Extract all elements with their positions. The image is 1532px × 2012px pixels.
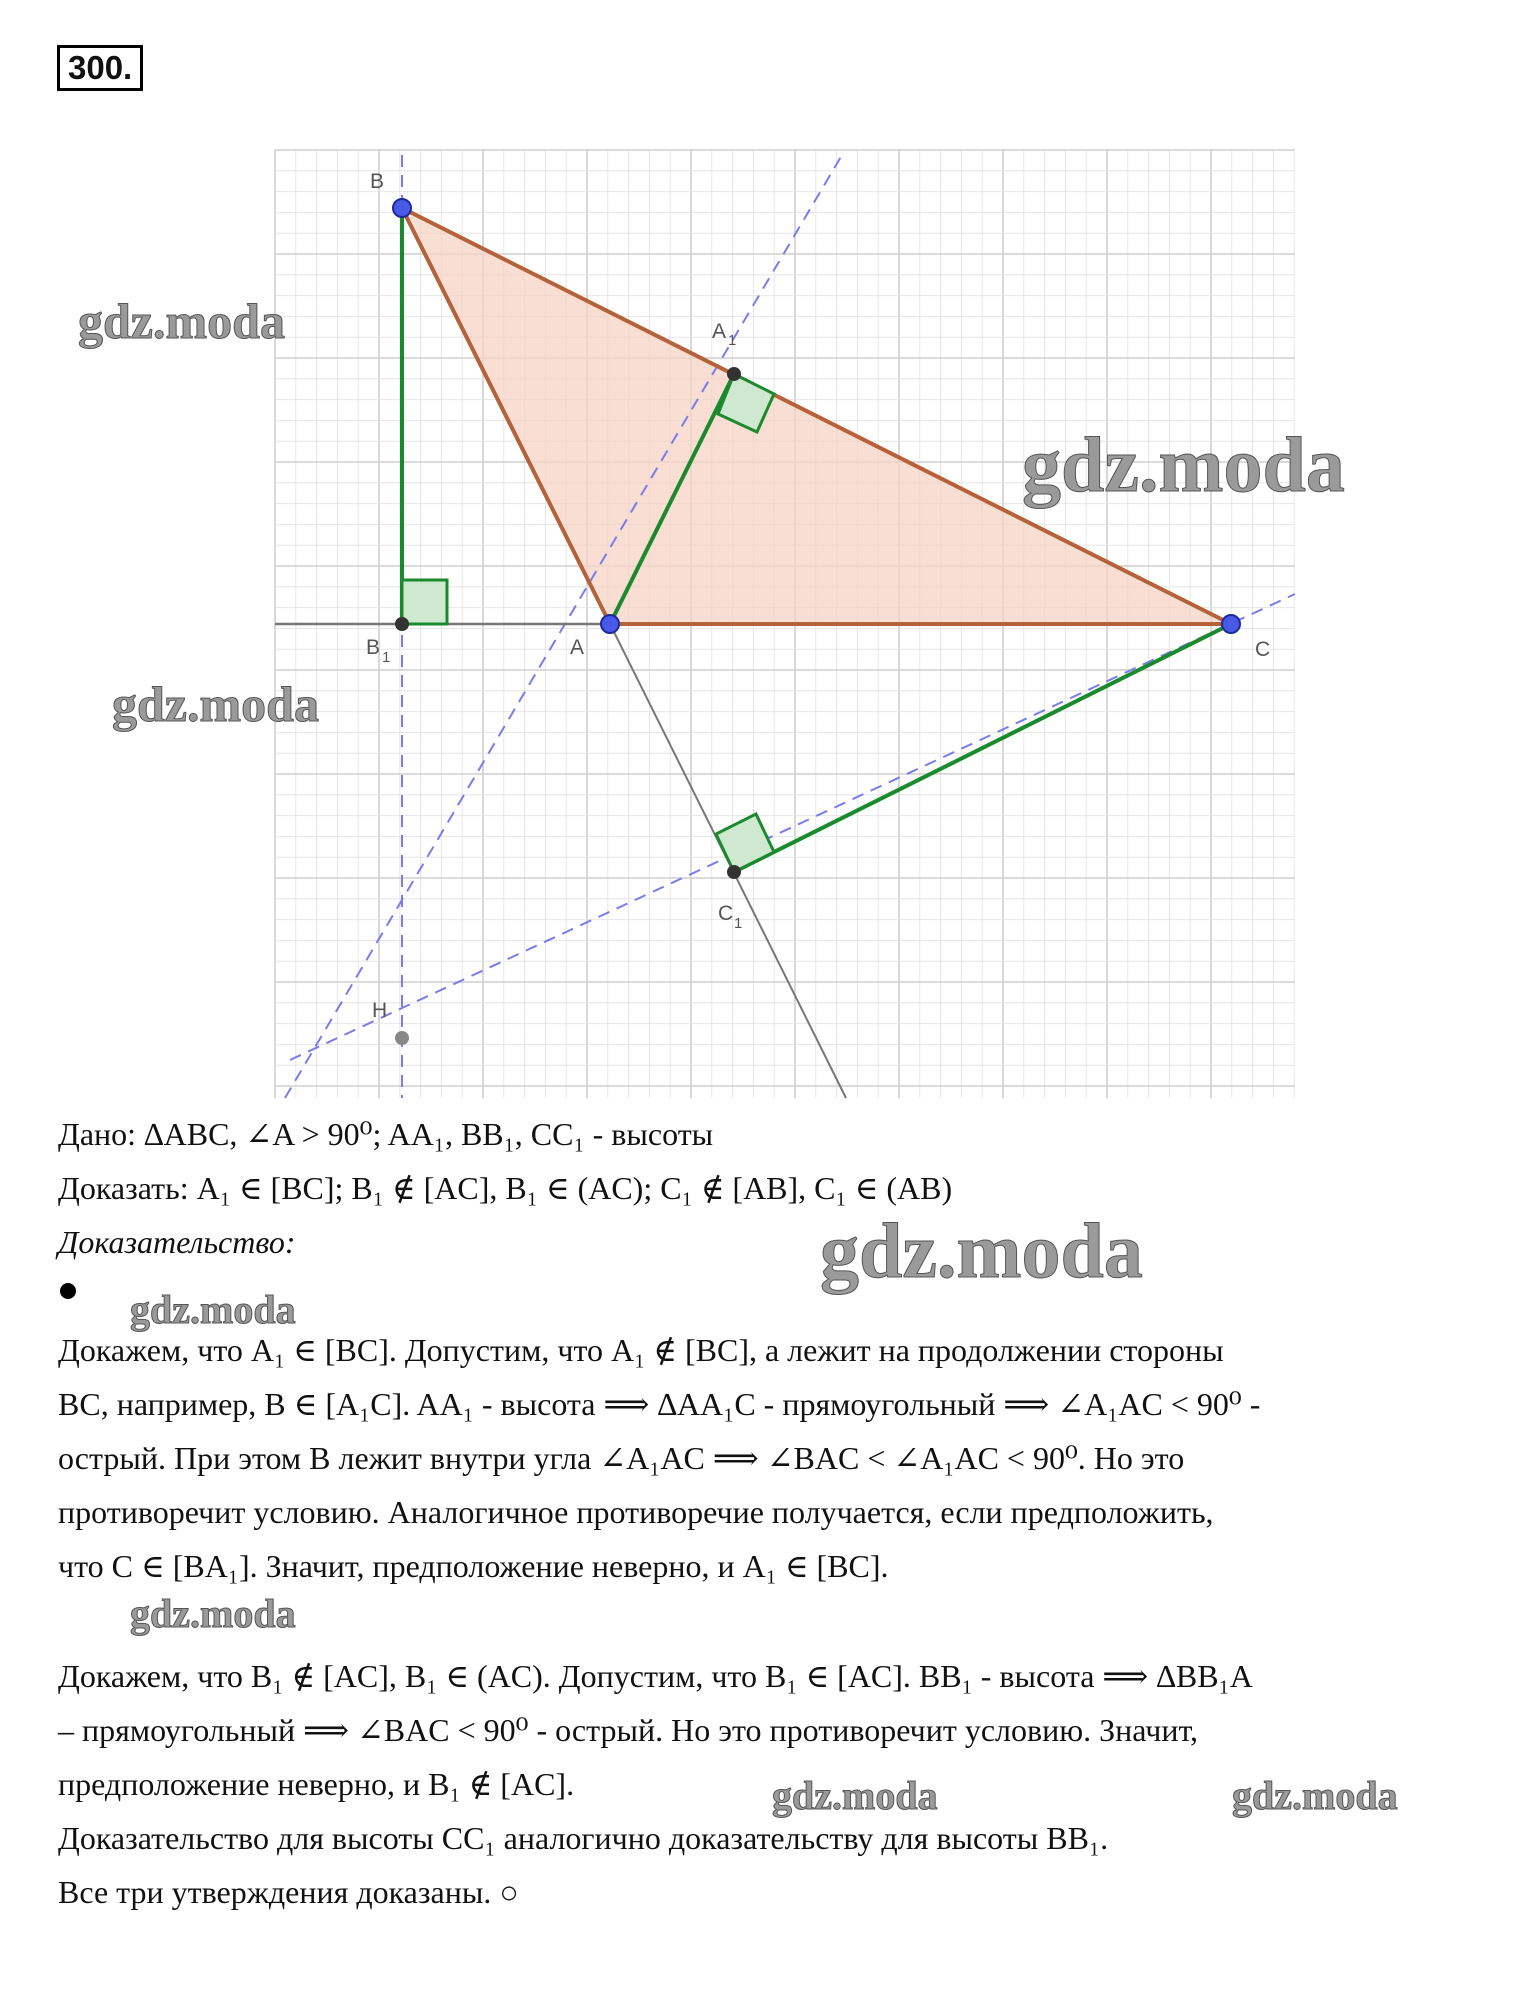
point-b	[393, 199, 411, 217]
label-c1: C	[718, 902, 734, 925]
right-angle-b1	[402, 580, 447, 624]
bullet	[60, 1283, 76, 1299]
label-b1: B	[366, 636, 381, 659]
label-h: H	[372, 999, 388, 1022]
point-h	[395, 1031, 409, 1045]
point-a1	[727, 367, 741, 381]
proof-text-line: BC, например, B ∈ [A₁C]. AA₁ - высота ⟹ ∆AA₁C - прямоугольный ⟹ ∠A₁AC < 90⁰ -	[58, 1386, 1261, 1422]
proof-conclusion: Все три утверждения доказаны. ○	[58, 1874, 519, 1910]
watermark: gdz.moda	[1232, 1773, 1398, 1818]
given-line: Дано: ∆ABC, ∠A > 90⁰; AA₁, BB₁, CC₁ - высоты	[58, 1116, 714, 1152]
label-c: C	[1255, 638, 1271, 661]
right-angle-c1	[716, 814, 774, 872]
point-c	[1222, 615, 1240, 633]
watermark: gdz.moda	[130, 1591, 296, 1636]
point-b1	[395, 617, 409, 631]
proof-text-line: – прямоугольный ⟹ ∠BAC < 90⁰ - острый. Но это противоречит условию. Значит,	[58, 1712, 1199, 1748]
label-c1-subscript: 1	[734, 915, 743, 932]
label-a1-subscript: 1	[728, 332, 737, 349]
point-c1	[727, 865, 741, 879]
proof-text-line: Докажем, что B₁ ∉ [AC], B₁ ∈ (AC). Допустим, что B₁ ∈ [AC]. BB₁ - высота ⟹ ∆BB₁A	[58, 1658, 1253, 1694]
watermark: gdz.moda	[78, 293, 285, 349]
proof-text-line: что C ∈ [BA₁]. Значит, предположение неверно, и A₁ ∈ [BC].	[58, 1548, 889, 1584]
label-b1-subscript: 1	[382, 649, 391, 666]
label-a1: A	[712, 320, 727, 343]
proof-text-line: противоречит условию. Аналогичное противоречие получается, если предположить,	[58, 1494, 1214, 1530]
watermark: gdz.moda	[130, 1287, 296, 1332]
proof-text-line: Докажем, что A₁ ∈ [BC]. Допустим, что A₁ ∉ [BC], а лежит на продолжении стороны	[58, 1332, 1224, 1368]
proof-text-line: предположение неверно, и B₁ ∉ [AC].	[58, 1766, 575, 1802]
proof-heading: Доказательство:	[58, 1224, 296, 1260]
proof-text-line: Доказательство для высоты CC₁ аналогично доказательству для высоты BB₁.	[58, 1820, 1109, 1856]
watermark: gdz.moda	[772, 1773, 938, 1818]
watermark: gdz.moda	[820, 1207, 1143, 1294]
proof-text-line: острый. При этом B лежит внутри угла ∠A₁AC ⟹ ∠BAC < ∠A₁AC < 90⁰. Но это	[58, 1440, 1185, 1476]
point-a	[601, 615, 619, 633]
watermark: gdz.moda	[112, 676, 319, 732]
label-b: B	[370, 170, 385, 193]
problem-number: 300.	[57, 45, 143, 91]
prove-line: Доказать: A₁ ∈ [BC]; B₁ ∉ [AC], B₁ ∈ (AC); C₁ ∉ [AB], C₁ ∈ (AB)	[58, 1170, 953, 1206]
label-a: A	[570, 636, 585, 659]
watermark: gdz.moda	[1022, 421, 1345, 508]
